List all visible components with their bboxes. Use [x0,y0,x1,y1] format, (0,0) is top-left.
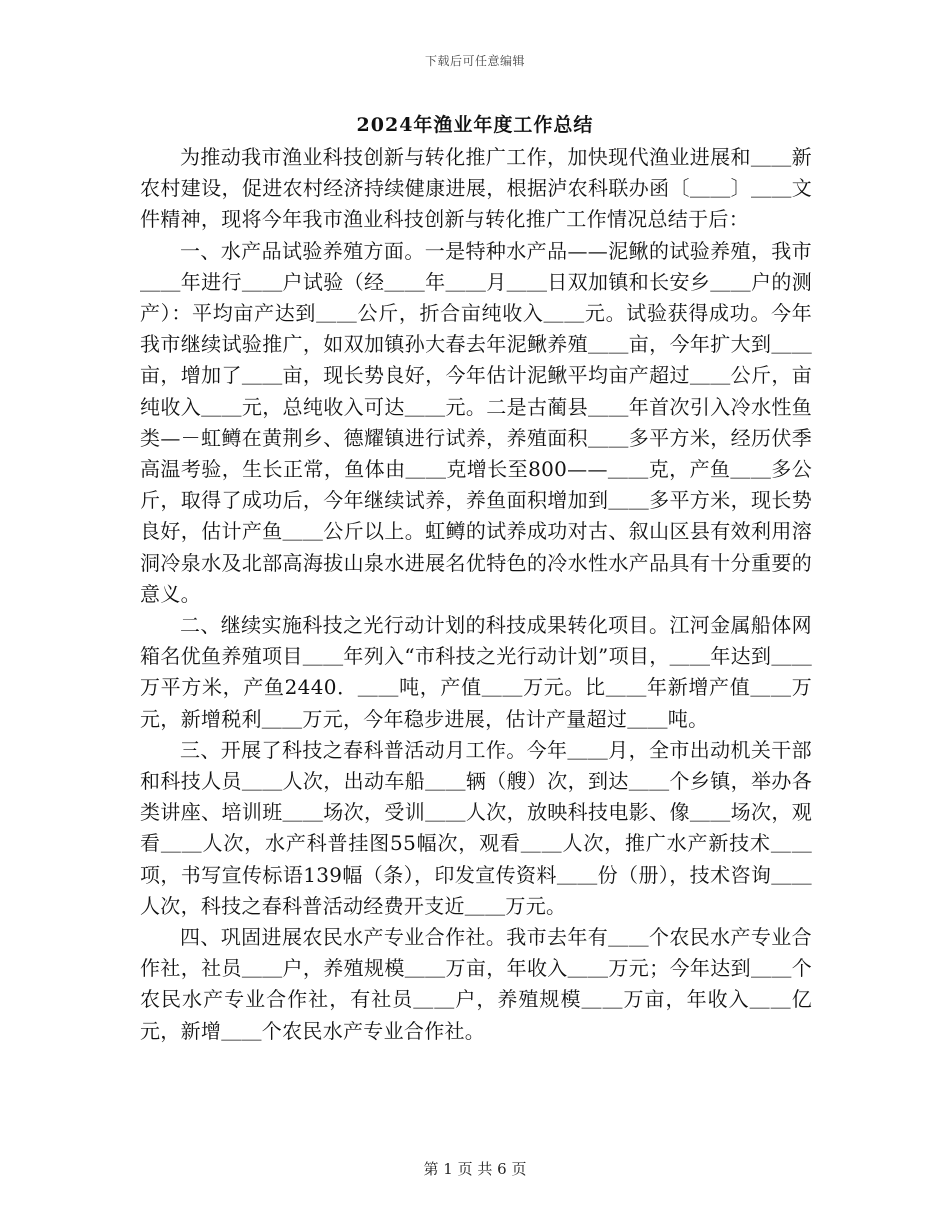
document-title: 2024年渔业年度工作总结 [356,114,594,136]
intro-paragraph: 为推动我市渔业科技创新与转化推广工作，加快现代渔业进展和＿＿新农村建设，促进农村经济持续健康进展，根据泸农科联办函〔＿＿〕＿＿文件精神，现将今年我市渔业科技创新与转化推广工作情况总结于后： [140,145,812,232]
section-3-paragraph: 三、开展了科技之春科普活动月工作。今年＿＿月，全市出动机关干部和科技人员＿＿人次，出动车船＿＿辆（艘）次，到达＿＿个乡镇，举办各类讲座、培训班＿＿场次，受训＿＿人次，放映科技电影、像＿＿场次，观看＿＿人次，水产科普挂图55幅次，观看＿＿人次，推广水产新技术＿＿项，书写宣传标语139幅（条），印发宣传资料＿＿份（册），技术咨询＿＿人次，科技之春科普活动经费开支近＿＿万元。 [140,737,812,918]
section-1-paragraph: 一、水产品试验养殖方面。一是特种水产品——泥鳅的试验养殖，我市＿＿年进行＿＿户试验（经＿＿年＿＿月＿＿日双加镇和长安乡＿＿户的测产）：平均亩产达到＿＿公斤，折合亩纯收入＿＿元。试验获得成功。今年我市继续试验推广，如双加镇孙大春去年泥鳅养殖＿＿亩，今年扩大到＿＿亩，增加了＿＿亩，现长势良好，今年估计泥鳅平均亩产超过＿＿公斤，亩纯收入＿＿元，总纯收入可达＿＿元。二是古蔺县＿＿年首次引入冷水性鱼类—－虹鳟在黄荆乡、德耀镇进行试养，养殖面积＿＿多平方米，经历伏季高温考验，生长正常，鱼体由＿＿克增长至800——＿＿克，产鱼＿＿多公斤，取得了成功后，今年继续试养，养鱼面积增加到＿＿多平方米，现长势良好，估计产鱼＿＿公斤以上。虹鳟的试养成功对古、叙山区县有效利用溶洞冷泉水及北部高海拔山泉水进展名优特色的冷水性水产品具有十分重要的意义。 [140,238,812,606]
section-4-paragraph: 四、巩固进展农民水产专业合作社。我市去年有＿＿个农民水产专业合作社，社员＿＿户，养殖规模＿＿万亩，年收入＿＿万元；今年达到＿＿个农民水产专业合作社，有社员＿＿户，养殖规模＿＿万亩，年收入＿＿亿元，新增＿＿个农民水产专业合作社。 [140,925,812,1043]
page-number-indicator: 第 1 页 共 6 页 [423,1160,527,1178]
section-2-paragraph: 二、继续实施科技之光行动计划的科技成果转化项目。江河金属船体网箱名优鱼养殖项目＿＿年列入“市科技之光行动计划”项目，＿＿年达到＿＿万平方米，产鱼2440．＿＿吨，产值＿＿万元。比＿＿年新增产值＿＿万元，新增税利＿＿万元，今年稳步进展，估计产量超过＿＿吨。 [140,613,812,731]
document-body [140,142,812,1047]
page-header-note: 下载后可任意编辑 [424,54,525,68]
